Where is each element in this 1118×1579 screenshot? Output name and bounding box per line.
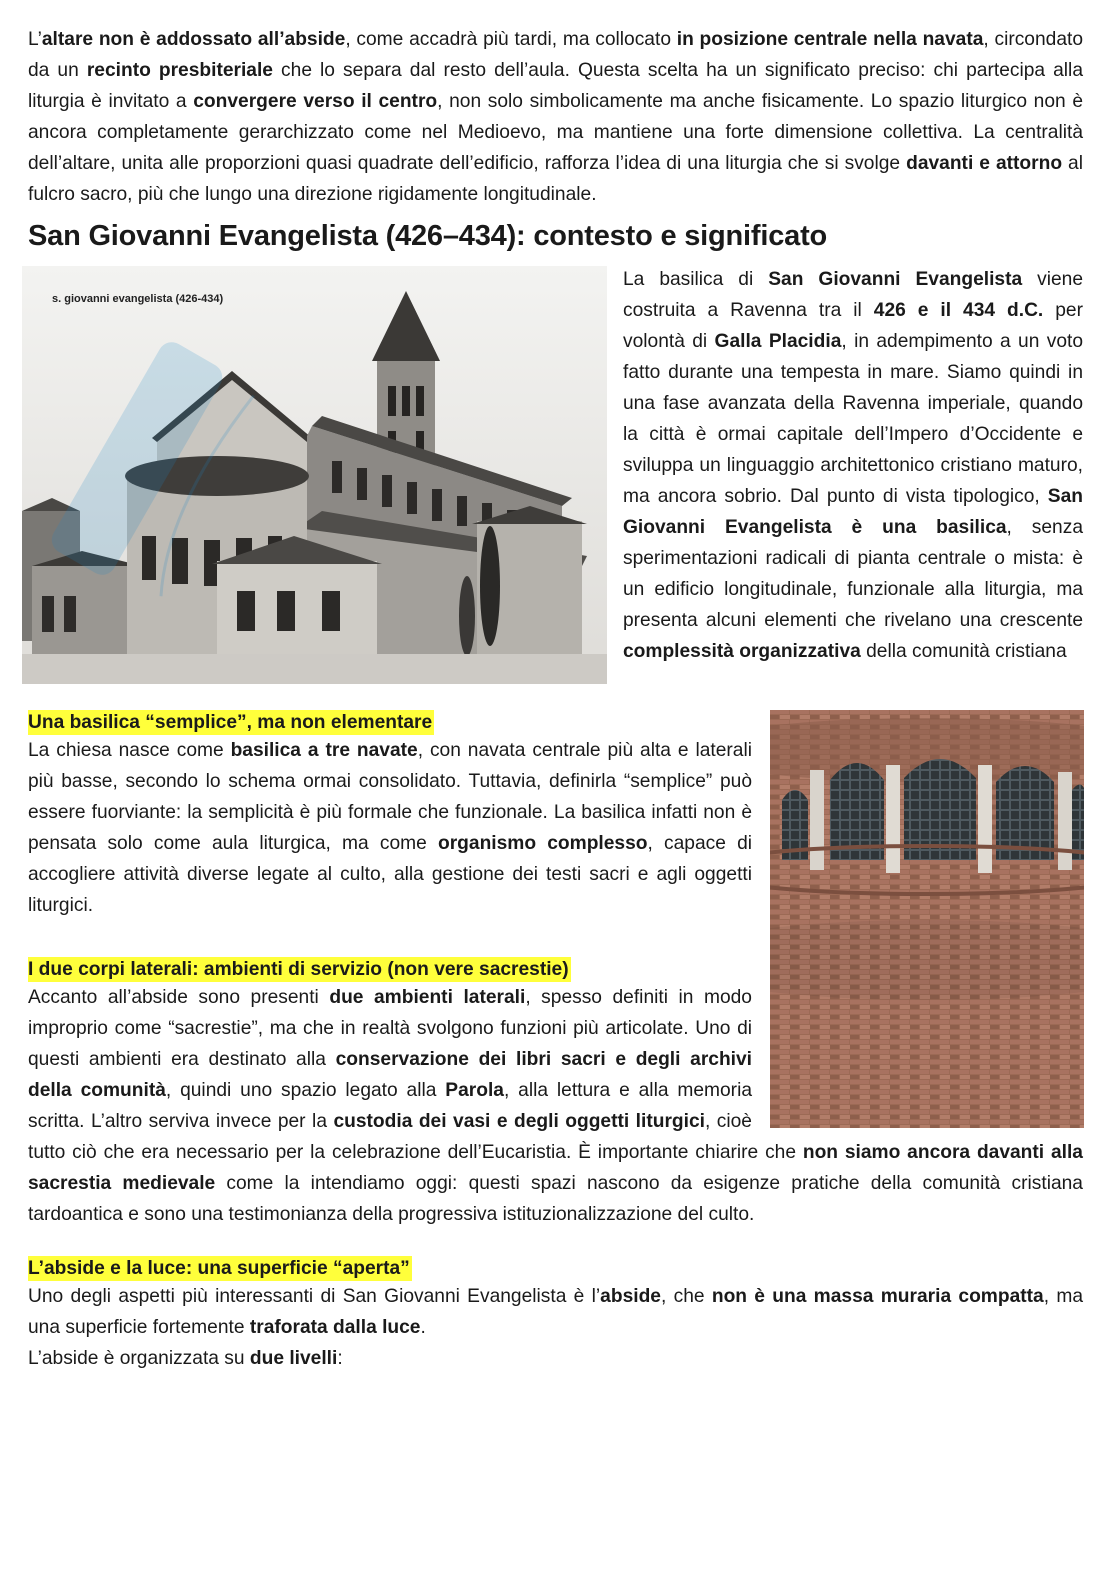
photo-caption: s. giovanni evangelista (426-434): [52, 293, 224, 305]
section-paragraph: La chiesa nasce come basilica a tre navate, con navata centrale più alta e laterali più basse, secondo lo schema ormai consolidato. Tuttavia, definirla “semplice” può essere fuorviante: la semplicità è più formale che funzionale. La basilica infatti non è pensata solo come aula liturgica, ma come organismo complesso, capace di accogliere attività diverse legate al culto, alla gestione dei testi sacri e agli oggetti liturgici.: [28, 740, 753, 916]
intro-paragraph: L’altare non è addossato all’abside, come accadrà più tardi, ma collocato in posizione centrale nella navata, circondato da un recinto presbiteriale che lo separa dal resto dell’aula. Questa scelta ha un significato preciso: chi partecipa alla liturgia è invitato a convergere verso il centro, non solo simbolicamente ma anche fisicamente. Lo spazio liturgico non è ancora completamente gerarchizzato come nel Medioevo, ma mantiene una forte dimensione collettiva. La centralità dell’altare, unita alle proporzioni quasi quadrate dell’edificio, rafforza l’idea di una liturgia che si svolge davanti e attorno al fulcro sacro, più che lungo una direzione rigidamente longitudinale.: [28, 29, 1083, 205]
apse-windows-photo: [770, 710, 1084, 1128]
section-paragraph-levels: L’abside è organizzata su due livelli:: [28, 1348, 343, 1369]
section-apse-light: [28, 1256, 1083, 1374]
section-paragraph: Uno degli aspetti più interessanti di San Giovanni Evangelista è l’abside, che non è una massa muraria compatta, ma una superficie fortemente traforata dalla luce.: [28, 1286, 1083, 1338]
section-title-side-rooms: I due corpi laterali: ambienti di servizio (non vere sacrestie): [28, 959, 569, 980]
context-paragraph: La basilica di San Giovanni Evangelista viene costruita a Ravenna tra il 426 e il 434 d.C. per volontà di Galla Placidia, in adempimento a un voto fatto durante una tempesta in mare. Siamo quindi in una fase avanzata della Ravenna imperiale, quando la città è ormai capitale dell’Impero d’Occidente e sviluppa un linguaggio architettonico cristiano maturo, ma ancora sobrio. Dal punto di vista tipologico, San Giovanni Evangelista è una basilica, senza sperimentazioni radicali di pianta centrale o mista: è un edificio longitudinale, funzionale alla liturgia, ma presenta alcuni elementi che rivelano una crescente complessità organizzativa della comunità cristiana: [623, 269, 1083, 662]
section-heading: San Giovanni Evangelista (426–434): contesto e significato: [28, 220, 828, 252]
section-title-apse-light: L’abside e la luce: una superficie “aperta”: [28, 1258, 410, 1279]
section-paragraph: Accanto all’abside sono presenti due ambienti laterali, spesso definiti in modo improprio come “sacrestie”, ma che in realtà svolgono funzioni più articolate. Uno di questi ambienti era destinato alla conservazione dei libri sacri e degli archivi della comunità, quindi uno spazio legato alla Parola, alla lettura e alla memoria scritta. L’altro serviva invece per la custodia dei vasi e degli oggetti liturgici, cioè tutto ciò che era necessario per la celebrazione dell’Eucaristia. È importante chiarire che non siamo ancora davanti alla sacrestia medievale come la intendiamo oggi: questi spazi nascono da esigenze pratiche della comunità cristiana tardoantica e sono una testimonianza della progressiva istituzionalizzazione del culto.: [28, 987, 1083, 1225]
section-title-simple-basilica: Una basilica “semplice”, ma non elementare: [28, 712, 433, 733]
document-page: [28, 24, 1083, 1374]
basilica-exterior-photo: [22, 266, 607, 684]
